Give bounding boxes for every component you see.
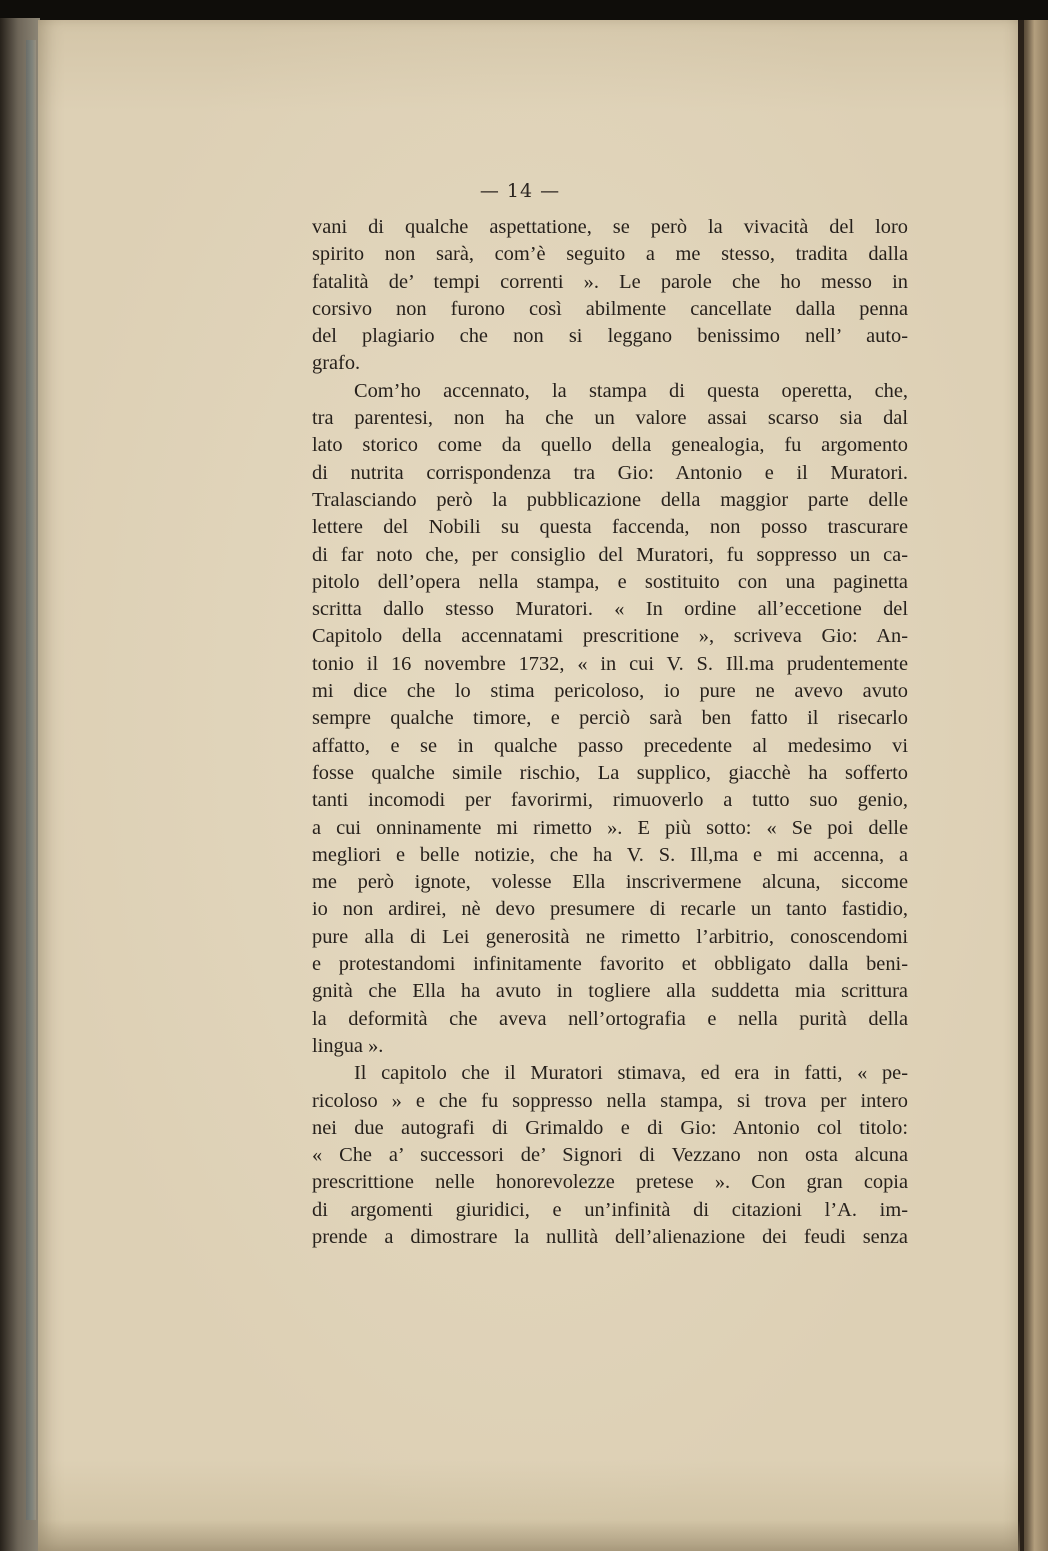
text-line: me però ignote, volesse Ella inscrivermene alcuna, siccome (312, 871, 908, 894)
text-line: nei due autografi di Grimaldo e di Gio: Antonio col titolo: (312, 1116, 908, 1139)
text-line: megliori e belle notizie, che ha V. S. Ill,ma e mi accenna, a (312, 843, 908, 866)
body-text (312, 214, 908, 1251)
text-line: prende a dimostrare la nullità dell’alienazione dei feudi senza (312, 1225, 908, 1248)
text-line: vani di qualche aspettatione, se però la vivacità del loro (312, 216, 908, 238)
text-line: ricoloso » e che fu soppresso nella stampa, si trova per intero (312, 1089, 908, 1112)
gutter-shadow (1018, 20, 1024, 1551)
text-line: di argomenti giuridici, e un’infinità di citazioni l’A. im- (312, 1198, 908, 1221)
scan-top-border (0, 0, 1048, 22)
text-line: gnità che Ella ha avuto in togliere alla suddetta mia scrittura (312, 980, 908, 1003)
text-line: di nutrita corrispondenza tra Gio: Antonio e il Muratori. (312, 461, 908, 484)
text-line: Capitolo della accennatami prescritione », scriveva Gio: An- (312, 625, 908, 648)
text-line: lato storico come da quello della genealogia, fu argomento (312, 434, 908, 457)
text-line: affatto, e se in qualche passo precedente al medesimo vi (312, 734, 908, 757)
text-line: la deformità che aveva nell’ortografia e nella purità della (312, 1007, 908, 1030)
text-line: Tralasciando però la pubblicazione della maggior parte delle (312, 488, 908, 511)
text-line: Com’ho accennato, la stampa di questa operetta, che, (354, 379, 908, 402)
text-line: del plagiario che non si leggano benissimo nell’ auto- (312, 325, 908, 348)
text-line: pitolo dell’opera nella stampa, e sostituito con una paginetta (312, 570, 908, 593)
text-line: sempre qualche timore, e perciò sarà ben fatto il risecarlo (312, 707, 908, 730)
text-line: corsivo non furono così abilmente cancellate dalla penna (312, 297, 908, 320)
page-bottom-shadow (38, 1520, 1020, 1551)
text-line: grafo. (312, 352, 361, 375)
text-line: tanti incomodi per favorirmi, rimuoverlo a tutto suo genio, (312, 789, 908, 812)
text-line: pure alla di Lei generosità ne rimetto l’arbitrio, conoscendomi (312, 925, 908, 948)
text-line: tonio il 16 novembre 1732, « in cui V. S. Ill.ma prudentemente (312, 652, 908, 675)
text-line: lingua ». (312, 1034, 384, 1057)
text-line: di far noto che, per consiglio del Muratori, fu soppresso un ca- (312, 543, 908, 566)
text-line: fosse qualche simile rischio, La supplico, giacchè ha sofferto (312, 761, 908, 784)
text-line: Il capitolo che il Muratori stimava, ed era in fatti, « pe- (354, 1062, 908, 1085)
text-line: io non ardirei, nè devo presumere di recarle un tanto fastidio, (312, 898, 908, 921)
text-line: tra parentesi, non ha che un valore assai scarso sia dal (312, 407, 908, 430)
page-number: — 14 — (479, 180, 561, 202)
text-line: mi dice che lo stima pericoloso, io pure ne avevo avuto (312, 680, 908, 703)
text-line: « Che a’ successori de’ Signori di Vezzano non osta alcuna (312, 1144, 908, 1167)
text-line: lettere del Nobili su questa faccenda, non posso trascurare (312, 516, 908, 539)
text-line: fatalità de’ tempi correnti ». Le parole che ho messo in (312, 270, 908, 293)
spine-edge (26, 40, 36, 1520)
text-line: a cui onninamente mi rimetto ». E più sotto: « Se poi delle (312, 816, 908, 839)
text-line: scritta dallo stesso Muratori. « In ordine all’eccetione del (312, 598, 908, 621)
text-line: spirito non sarà, com’è seguito a me stesso, tradita dalla (312, 243, 908, 266)
text-line: prescrittione nelle honorevolezze pretese ». Con gran copia (312, 1171, 908, 1194)
text-line: e protestandomi infinitamente favorito et obbligato dalla beni- (312, 953, 908, 976)
